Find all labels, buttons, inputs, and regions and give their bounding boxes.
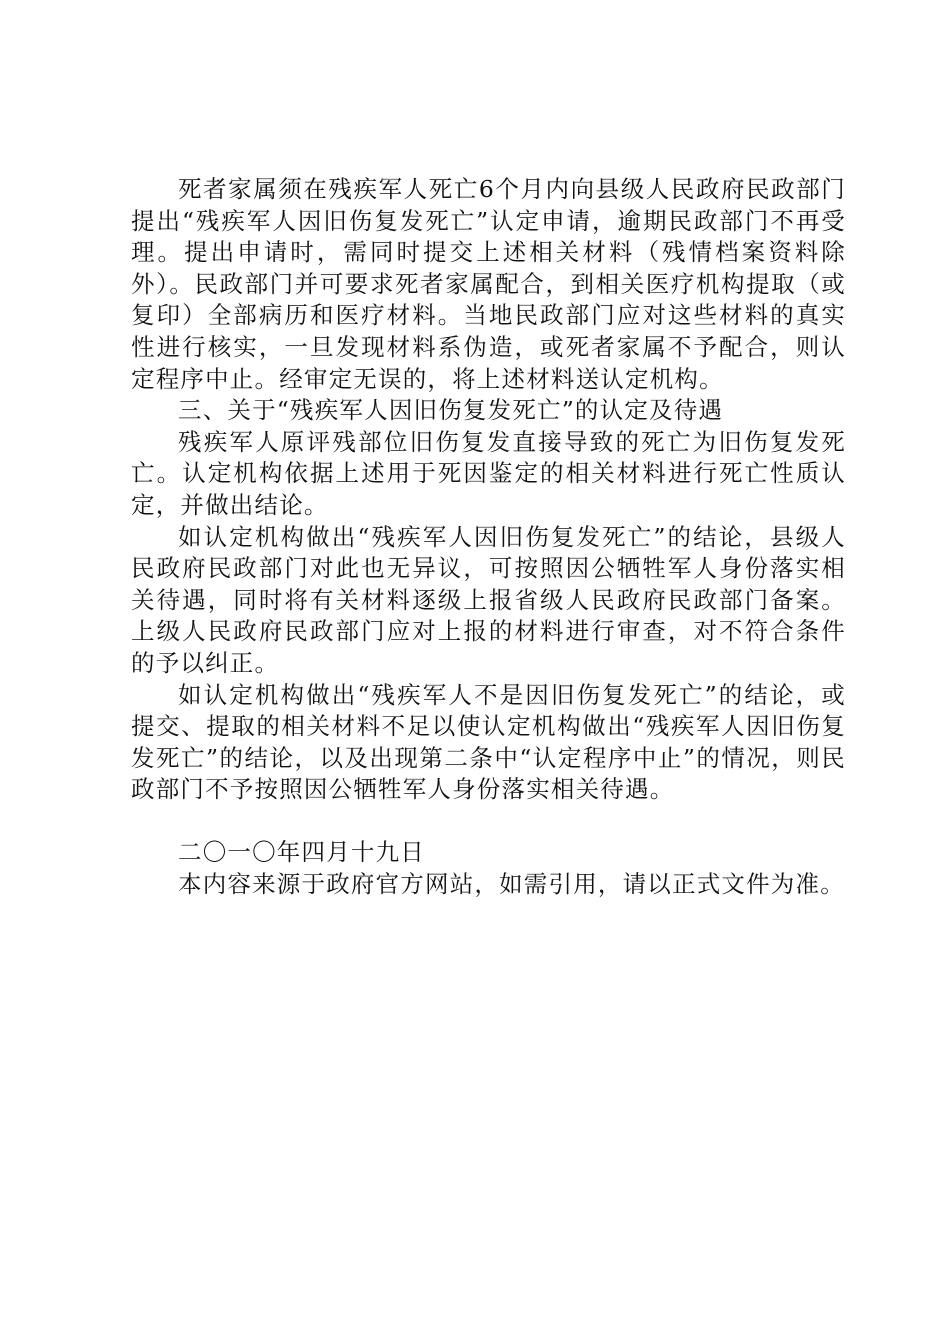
section-heading-three: 三、关于“残疾军人因旧伤复发死亡”的认定及待遇: [178, 396, 724, 425]
source-note: 本内容来源于政府官方网站，如需引用，请以正式文件为准。: [178, 870, 845, 899]
document-date: 二〇一〇年四月十九日: [178, 838, 425, 867]
paragraph-definition: 残疾军人原评残部位旧伤复发直接导致的死亡为旧伤复发死亡。认定机构依据上述用于死因鉴定的相关材料进行死亡性质认定，并做出结论。: [131, 427, 846, 519]
paragraph-positive-conclusion: 如认定机构做出“残疾军人因旧伤复发死亡”的结论，县级人民政府民政部门对此也无异议，可按照因公牺牲军人身份落实相关待遇，同时将有关材料逐级上报省级人民政府民政部门备案。上级人民政府民政部门应对上报的材料进行审查，对不符合条件的予以纠正。: [131, 522, 846, 677]
paragraph-negative-conclusion: 如认定机构做出“残疾军人不是因旧伤复发死亡”的结论，或提交、提取的相关材料不足以使认定机构做出“残疾军人因旧伤复发死亡”的结论，以及出现第二条中“认定程序中止”的情况，则民政部门不予按照因公牺牲军人身份落实相关待遇。: [131, 680, 846, 804]
paragraph-application: 死者家属须在残疾军人死亡6个月内向县级人民政府民政部门提出“残疾军人因旧伤复发死亡”认定申请，逾期民政部门不再受理。提出申请时，需同时提交上述相关材料（残情档案资料除外）。民政部门并可要求死者家属配合，到相关医疗机构提取（或复印）全部病历和医疗材料。当地民政部门应对这些材料的真实性进行核实，一旦发现材料系伪造，或死者家属不予配合，则认定程序中止。经审定无误的，将上述材料送认定机构。: [131, 175, 846, 393]
blank-line: [131, 806, 846, 838]
document-body: [131, 174, 846, 901]
